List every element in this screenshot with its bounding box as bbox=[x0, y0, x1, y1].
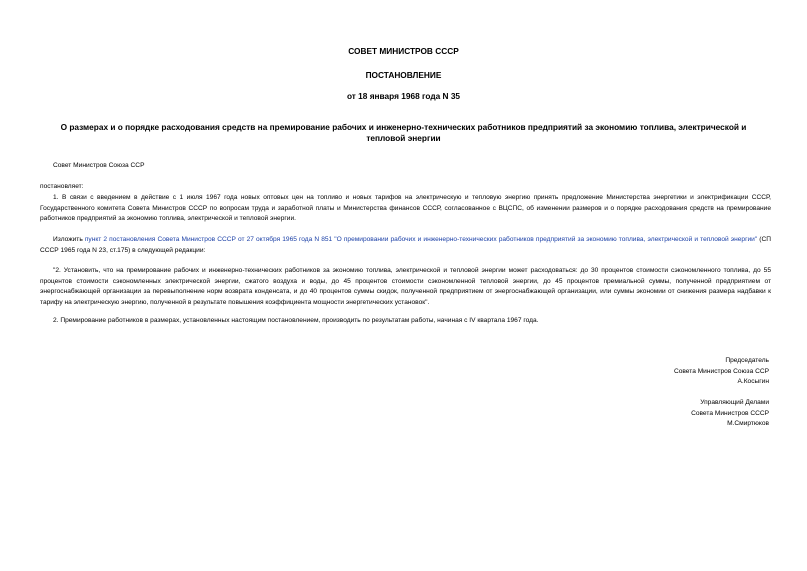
quoted-paragraph: "2. Установить, что на премирование рабочих и инженерно-технических работников за экономию топлива, электрической и тепловой энергии может расходоваться: до 30 процентов стоимости сэкономленного топлива, до 55 процентов стоимости сэкономленных электрической энергии, сжатого воздуха и воды, до 45 процентов стоимости сэкономленной тепловой энергии, до 45 процентов премиальной суммы, полученной предприятием от энергоснабжающей организации за перевыполнение норм возврата конденсата, и до 40 процентов суммы скидок, полученной предприятием от энергоснабжающей организации, или суммы экономии от снижения размера надбавки к тарифу на электрическую энергию, полученной в результате повышения коэффициента мощности энергетических установок". bbox=[40, 267, 771, 306]
signature-block-chairman bbox=[674, 356, 769, 388]
paragraph-2: 2. Премирование работников в размерах, установленных настоящим постановлением, производить по результатам работы, начиная с IV квартала 1967 года. bbox=[53, 317, 539, 324]
document-type: ПОСТАНОВЛЕНИЕ bbox=[365, 70, 442, 80]
resolves-line: постановляет: bbox=[40, 183, 84, 190]
issuing-body: СОВЕТ МИНИСТРОВ СССР bbox=[348, 46, 459, 56]
signature-name: А.Косыгин bbox=[737, 378, 769, 385]
signature-block-manager bbox=[691, 398, 769, 430]
paragraph-1: 1. В связи с введением в действие с 1 июля 1967 года новых оптовых цен на топливо и новых тарифов на электрическую и тепловую энергию принять предложение Министерства энергетики и электрификации СССР, Государственного комитета Совета Министров СССР по вопросам труда и заработной платы и Министерства финансов СССР, согласованное с ВЦСПС, об изменении размеров и о порядке расходования средств на премирование работников предприятий за экономию топлива, электрической и тепловой энергии. bbox=[40, 194, 771, 222]
amendment-prefix: Изложить bbox=[53, 236, 85, 243]
signature-role: Председатель bbox=[725, 357, 769, 364]
signature-role: Управляющий Делами bbox=[700, 399, 769, 406]
amendment-suffix: (СП СССР 1965 года N 23, ст.175) в следующей редакции: bbox=[40, 236, 771, 254]
signature-org: Совета Министров Союза ССР bbox=[673, 367, 769, 375]
intro-line: Совет Министров Союза ССР bbox=[53, 162, 145, 169]
referenced-decree-link[interactable]: пункт 2 постановления Совета Министров СССР от 27 октября 1965 года N 851 "О премировании рабочих и инженерно-технических работников предприятий за экономию топлива, электрической и тепловой энергии" bbox=[84, 236, 758, 243]
signature-name: М.Смиртюков bbox=[727, 420, 769, 427]
date-and-number: от 18 января 1968 года N 35 bbox=[346, 91, 461, 101]
document-title: О размерах и о порядке расходования средств на премирование рабочих и инженерно-технических работников предприятий за экономию топлива, электрической и тепловой энергии bbox=[60, 122, 747, 143]
paragraph-amendment bbox=[40, 235, 771, 256]
signature-org: Совета Министров СССР bbox=[691, 409, 769, 417]
